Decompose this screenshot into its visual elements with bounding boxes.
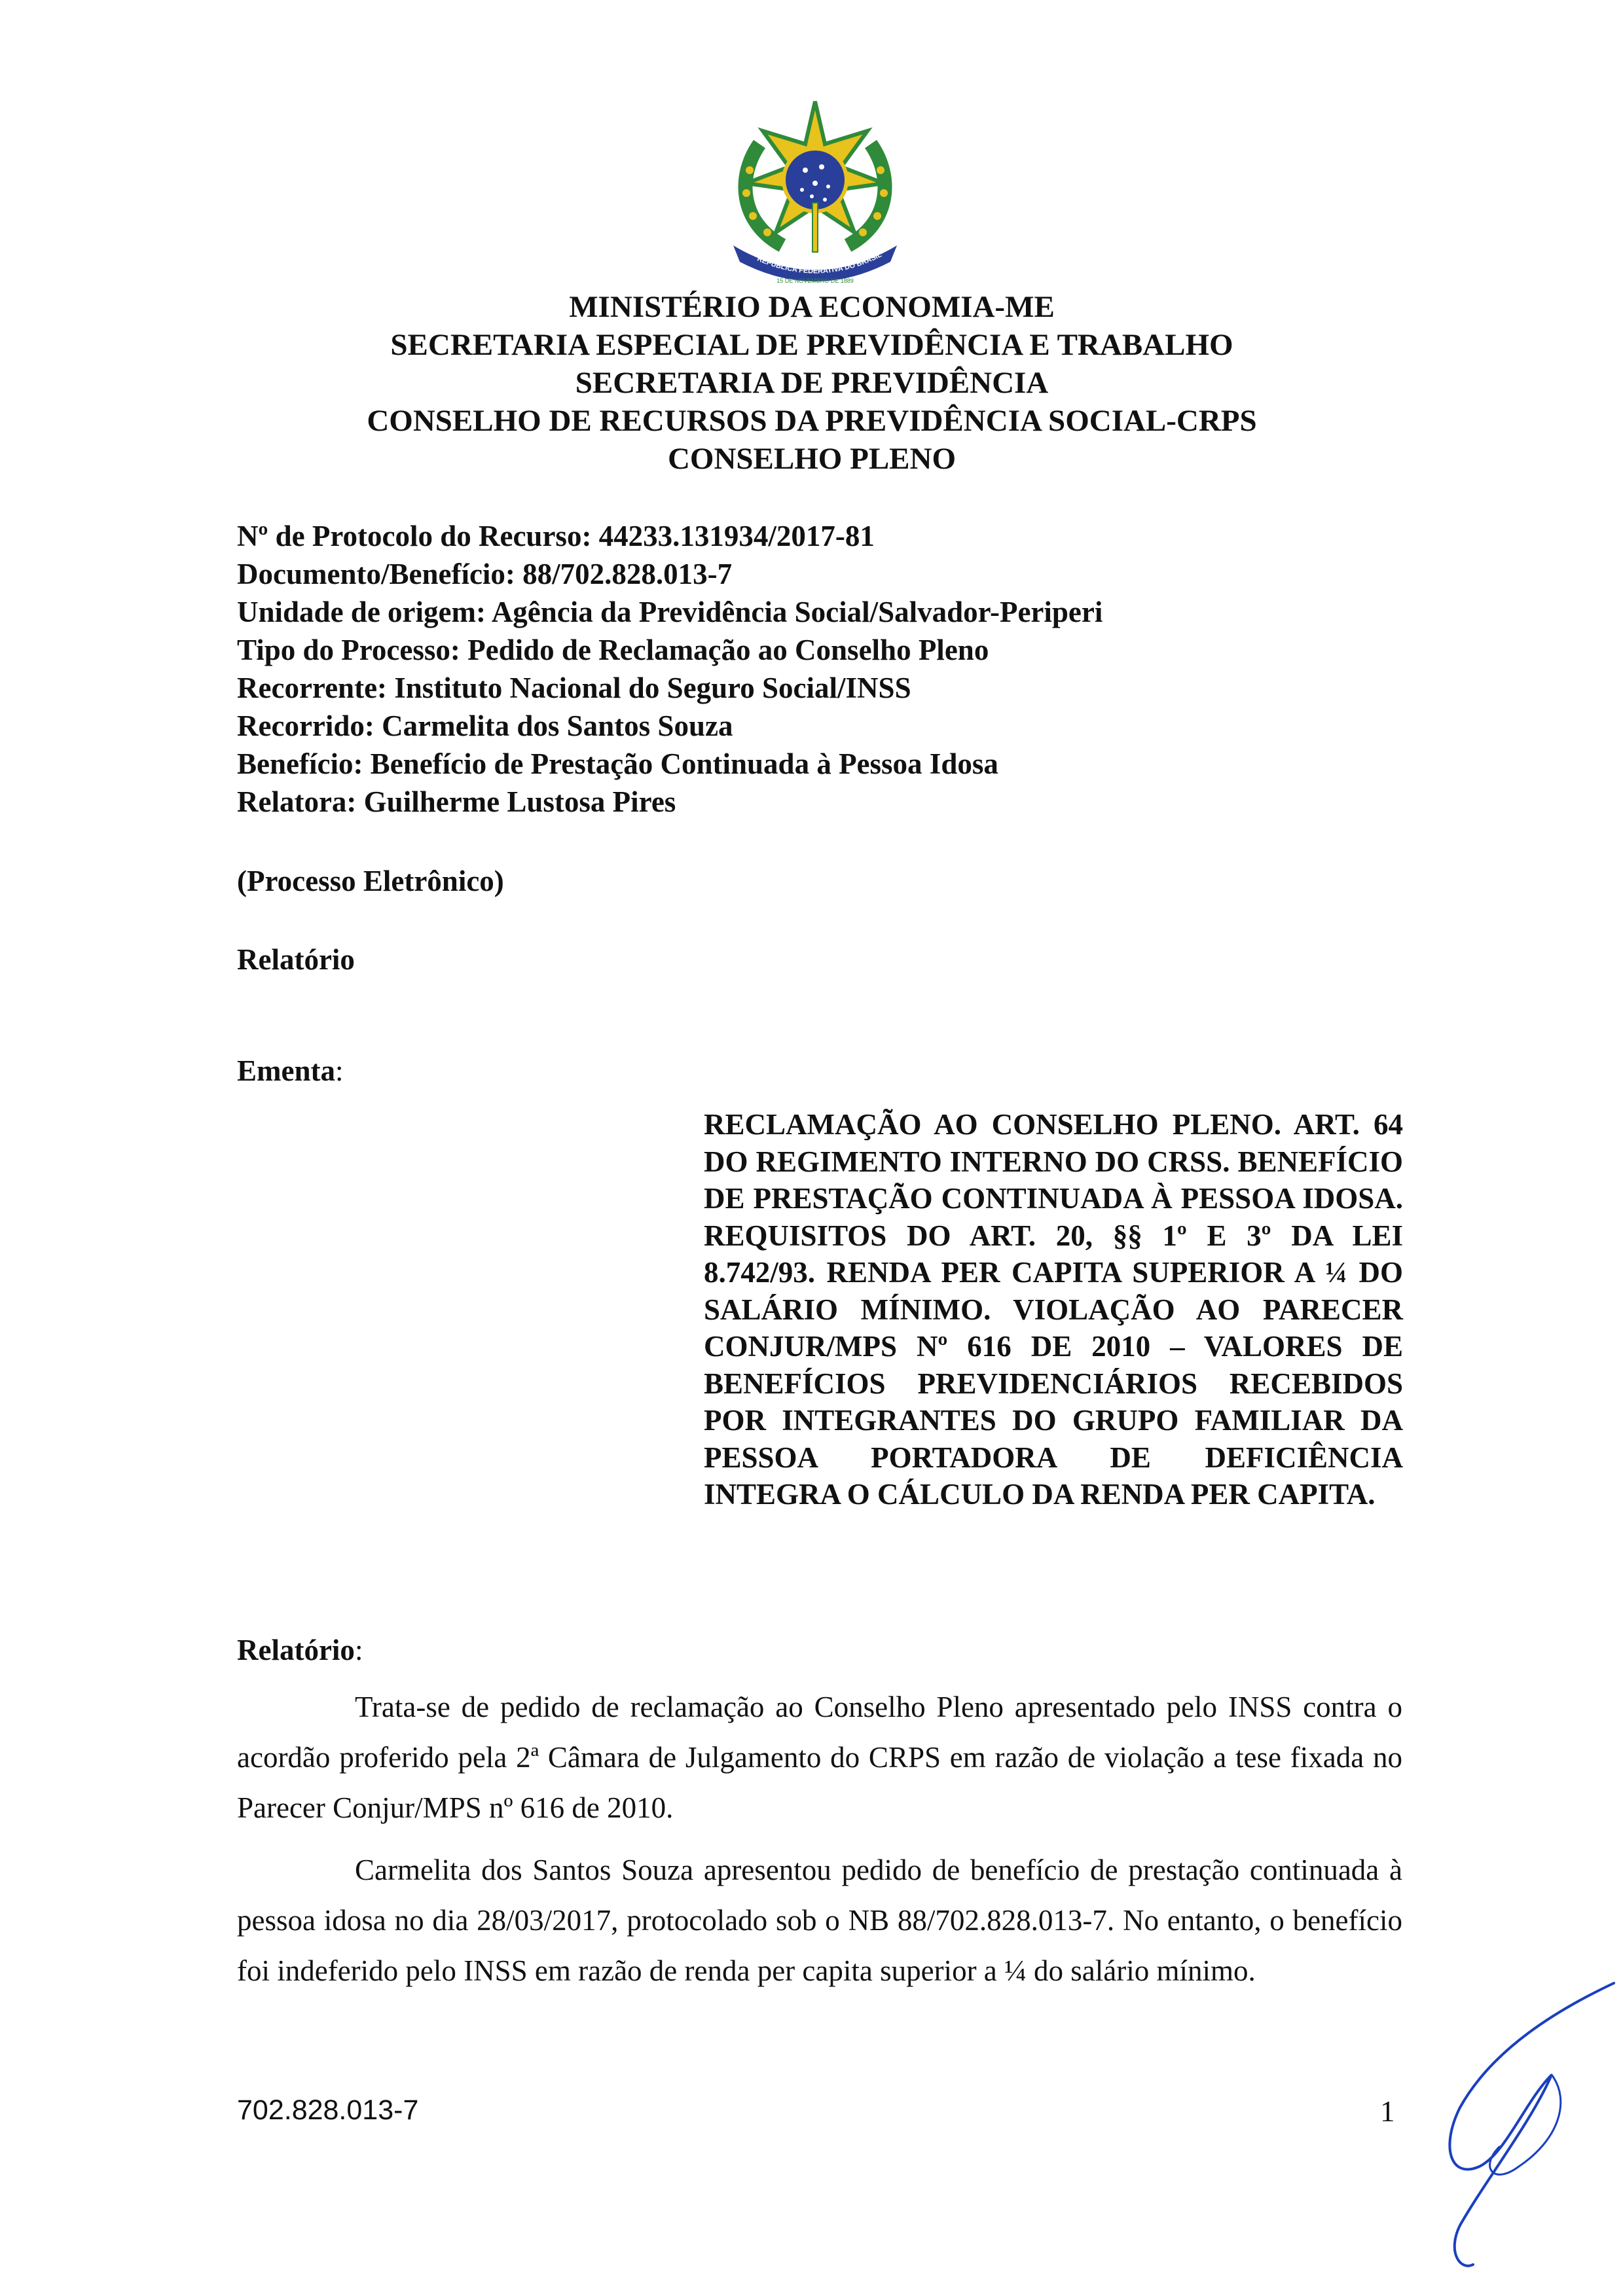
meta-rapporteur: Relatora: Guilherme Lustosa Pires <box>237 785 676 818</box>
header-secretariat: SECRETARIA DE PREVIDÊNCIA <box>575 366 1049 400</box>
footer-benefit-code: 702.828.013-7 <box>237 2094 419 2126</box>
coat-inner-circle <box>784 149 847 211</box>
document-header <box>196 288 1427 478</box>
report-section-label-text: Relatório <box>237 1634 355 1666</box>
report-section-label-colon: : <box>354 1634 363 1666</box>
report-paragraph-2: Carmelita dos Santos Souza apresentou pedido de benefício de prestação continuada à pessoa idosa no dia 28/03/2017, protocolado sob o NB 88/702.828.013-7. No entanto, o benefício foi indeferido pelo INSS em razão de renda per capita superior a ¼ do salário mínimo. <box>237 1854 1402 1987</box>
coat-of-arms-seal <box>720 98 910 288</box>
meta-appellant: Recorrente: Instituto Nacional do Seguro Social/INSS <box>237 672 911 704</box>
header-special-secretariat: SECRETARIA ESPECIAL DE PREVIDÊNCIA E TRABALHO <box>390 328 1233 362</box>
process-metadata <box>237 517 1415 821</box>
electronic-process-note: (Processo Eletrônico) <box>237 865 504 897</box>
header-ministry: MINISTÉRIO DA ECONOMIA-ME <box>569 290 1055 324</box>
meta-document: Documento/Benefício: 88/702.828.013-7 <box>237 558 733 590</box>
meta-benefit: Benefício: Benefício de Prestação Continuada à Pessoa Idosa <box>237 747 998 780</box>
coat-ribbon-text: REPÚBLICA FEDERATIVA DO BRASIL <box>756 251 883 276</box>
header-council: CONSELHO DE RECURSOS DA PREVIDÊNCIA SOCIAL-CRPS <box>367 404 1257 438</box>
summary-label-text: Ementa <box>237 1054 335 1087</box>
report-paragraph-1: Trata-se de pedido de reclamação ao Conselho Pleno apresentado pelo INSS contra o acordão proferido pela 2ª Câmara de Julgamento do CRPS em razão de violação a tese fixada no Parecer Conjur/MPS nº 616 de 2010. <box>237 1691 1402 1824</box>
summary-label-colon: : <box>335 1054 344 1087</box>
report-section-label <box>237 1633 363 1667</box>
coat-sword <box>812 203 818 252</box>
meta-protocol: Nº de Protocolo do Recurso: 44233.131934/2017-81 <box>237 520 875 552</box>
report-body <box>237 1682 1402 2008</box>
coat-date-text: 15 DE NOVEMBRO DE 1889 <box>776 278 854 284</box>
meta-process-type: Tipo do Processo: Pedido de Reclamação ao Conselho Pleno <box>237 634 989 666</box>
header-plenary: CONSELHO PLENO <box>667 442 957 476</box>
report-title: Relatório <box>237 943 355 976</box>
meta-appellee: Recorrido: Carmelita dos Santos Souza <box>237 709 733 742</box>
meta-origin-unit: Unidade de origem: Agência da Previdência Social/Salvador-Periperi <box>237 596 1103 628</box>
summary-label <box>237 1054 344 1088</box>
page-number: 1 <box>1380 2095 1395 2128</box>
handwritten-signature <box>1388 1970 1623 2284</box>
summary-text: RECLAMAÇÃO AO CONSELHO PLENO. ART. 64 DO REGIMENTO INTERNO DO CRSS. BENEFÍCIO DE PRESTAÇÃO CONTINUADA À PESSOA IDOSA. REQUISITOS DO ART. 20, §§ 1º E 3º DA LEI 8.742/93. RENDA PER CAPITA SUPERIOR A ¼ DO SALÁRIO MÍNIMO. VIOLAÇÃO AO PARECER CONJUR/MPS Nº 616 DE 2010 – VALORES DE BENEFÍCIOS PREVIDENCIÁRIOS RECEBIDOS POR INTEGRANTES DO GRUPO FAMILIAR DA PESSOA PORTADORA DE DEFICIÊNCIA INTEGRA O CÁLCULO DA RENDA PER CAPITA. <box>704 1108 1403 1511</box>
